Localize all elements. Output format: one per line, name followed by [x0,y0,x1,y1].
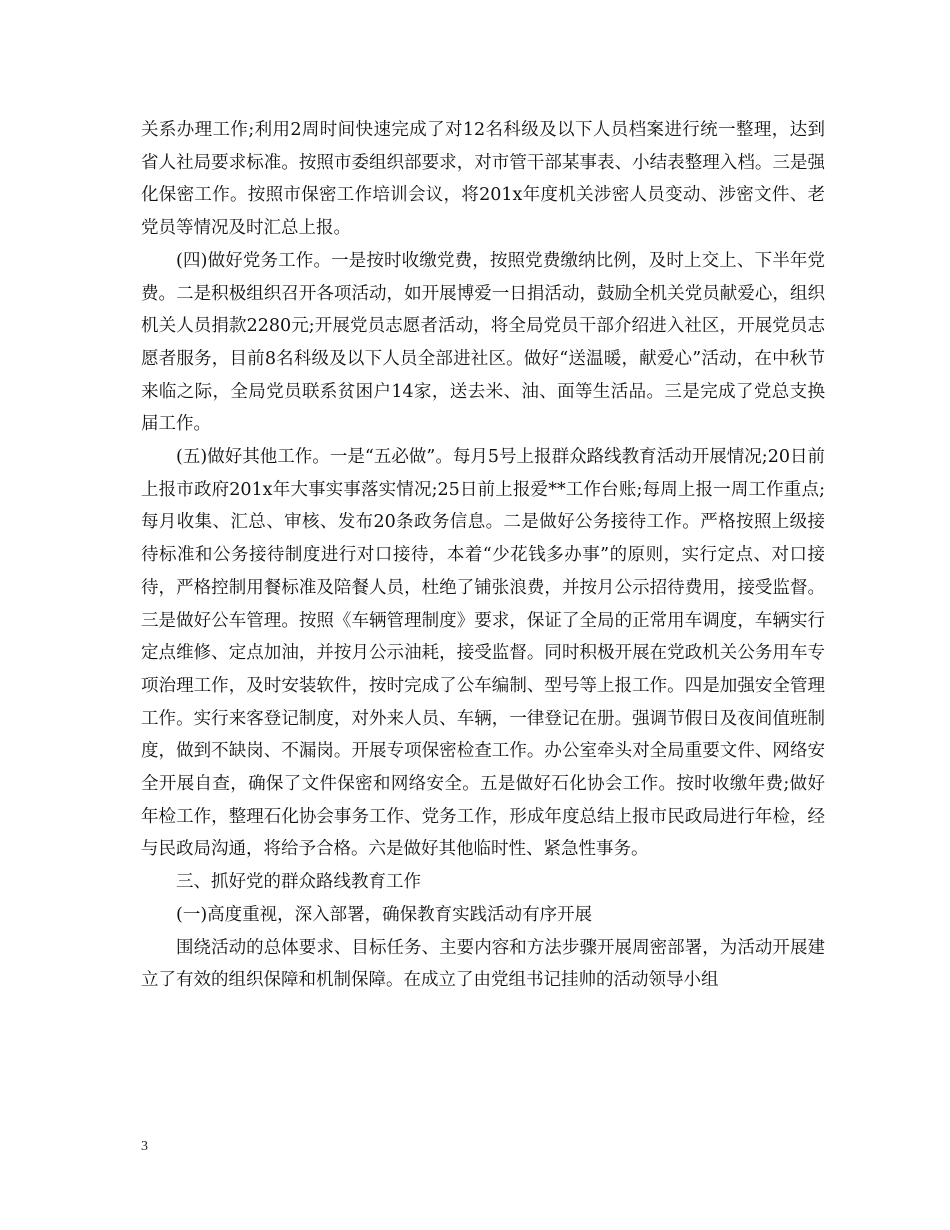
paragraph-party-affairs: (四)做好党务工作。一是按时收缴党费，按照党费缴纳比例，及时上交上、下半年党费。二是积极组织召开各项活动，如开展博爱一日捐活动，鼓励全机关党员献爱心，组织机关人员捐款2280元;开展党员志愿者活动，将全局党员干部介绍进入社区，开展党员志愿者服务，目前8名科级及以下人员全部进社区。做好“送温暖，献爱心”活动，在中秋节来临之际，全局党员联系贫困户14家，送去米、油、面等生活品。三是完成了党总支换届工作。 [141,250,825,435]
paragraph-other-work: (五)做好其他工作。一是“五必做”。每月5号上报群众路线教育活动开展情况;20日前上报市政府201x年大事实事落实情况;25日前上报爱**工作台账;每周上报一周工作重点;每月收集、汇总、审核、发布20条政务信息。二是做好公务接待工作。严格按照上级接待标准和公务接待制度进行对口接待，本着“少花钱多办事”的原则，实行定点、对口接待，严格控制用餐标准及陪餐人员，杜绝了铺张浪费，并按月公示招待费用，接受监督。三是做好公车管理。按照《车辆管理制度》要求，保证了全局的正常用车调度，车辆实行定点维修、定点加油，并按月公示油耗，接受监督。同时积极开展在党政机关公务用车专项治理工作，及时安装软件，按时完成了公车编制、型号等上报工作。四是加强安全管理工作。实行来客登记制度，对外来人员、车辆，一律登记在册。强调节假日及夜间值班制度，做到不缺岗、不漏岗。开展专项保密检查工作。办公室牵头对全局重要文件、网络安全开展自查，确保了文件保密和网络安全。五是做好石化协会工作。按时收缴年费;做好年检工作，整理石化协会事务工作、党务工作，形成年度总结上报市民政局进行年检，经与民政局沟通，将给予合格。六是做好其他临时性、紧急性事务。 [141,447,825,860]
subsection-heading-deployment: (一)高度重视，深入部署，确保教育实践活动有序开展 [176,904,593,925]
paragraph-record-management: 关系办理工作;利用2周时间快速完成了对12名科级及以下人员档案进行统一整理，达到省人社局要求标准。按照市委组织部要求，对市管干部某事表、小结表整理入档。三是强化保密工作。按照市保密工作培训会议，将201x年度机关涉密人员变动、涉密文件、老党员等情况及时汇总上报。 [141,120,825,239]
section-heading-mass-line: 三、抓好党的群众路线教育工作 [176,872,421,893]
paragraph-deployment: 围绕活动的总体要求、目标任务、主要内容和方法步骤开展周密部署，为活动开展建立了有效的组织保障和机制保障。在成立了由党组书记挂帅的活动领导小组 [141,937,825,991]
page-number: 3 [141,1139,148,1154]
document-body [141,114,825,997]
